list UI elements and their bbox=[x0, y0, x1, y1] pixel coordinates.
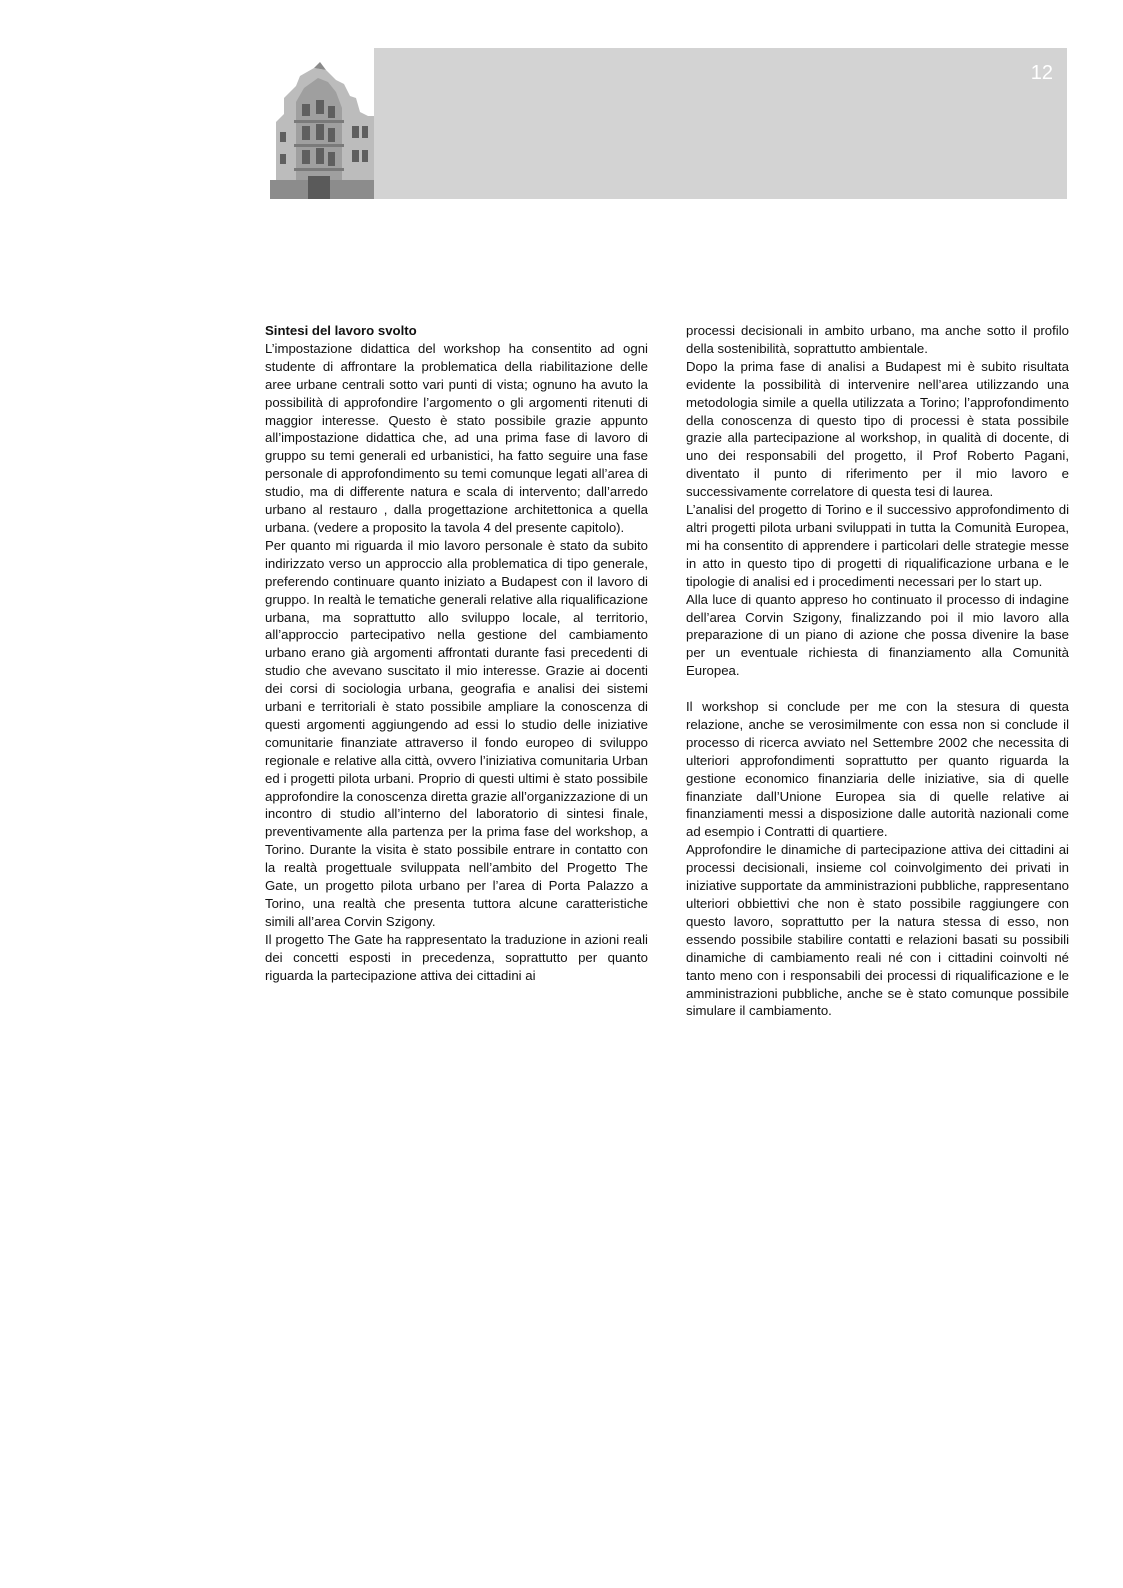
paragraph: L’analisi del progetto di Torino e il successivo approfondimento di altri progetti pilota urbani sviluppati in tutta la Comunità Europea, mi ha consentito di apprendere i particolari delle strategie messe in atto in questo tipo di progetti di riqualificazione urbana e le tipologie di analisi ed i procedimenti necessari per lo start up. bbox=[686, 502, 1069, 589]
page-number: 12 bbox=[1030, 62, 1053, 84]
section-heading: Sintesi del lavoro svolto bbox=[265, 323, 417, 338]
paragraph: Il progetto The Gate ha rappresentato la traduzione in azioni reali dei concetti esposti in precedenza, soprattutto per quanto riguarda la partecipazione attiva dei cittadini ai bbox=[265, 931, 648, 983]
header-band bbox=[374, 48, 1067, 199]
paragraph: L’impostazione didattica del workshop ha consentito ad ogni studente di affrontare la problematica della riabilitazione delle aree urbane centrali sotto vari punti di vista; ognuno ha avuto la possibilità di approfondire l’argomento o gli argomenti ritenuti di maggior interesse. Questo è stato possibile grazie appunto all’impostazione didattica che, ad una prima fase di lavoro di gruppo su temi generali ed urbanistici, ha fatto seguire una fase personale di approfondimento su temi comunque legati all’area di studio, ma di differente natura e scala di intervento; dall’arredo urbano al restauro , dalla progettazione architettonica a quella urbana. (vedere a proposito la tavola 4 del presente capitolo). bbox=[265, 340, 648, 535]
paragraph: Approfondire le dinamiche di partecipazione attiva dei cittadini ai processi decisionali, insieme col coinvolgimento dei privati in iniziative supportate da amministrazioni pubbliche, rappresentano ulteriori obbiettivi che non è stato possibile raggiungere con questo lavoro, soprattutto per la natura stessa di esso, non essendo possibile stabilire contatti e relazioni basati su possibili dinamiche di cambiamento reali né con i cittadini coinvolti né tanto meno con i responsabili dei processi di riqualificazione e le amministrazioni pubbliche, anche se è stato comunque possibile simulare il cambiamento. bbox=[686, 842, 1069, 1019]
building-photo bbox=[270, 62, 374, 199]
paragraph: Dopo la prima fase di analisi a Budapest mi è subito risultata evidente la possibilità di intervenire nell’area utilizzando una metodologia simile a quella utilizzata a Torino; l’approfondimento della conoscenza di questo tipo di processi è stata possibile grazie alla partecipazione al workshop, in qualità di docente, di uno dei responsabili del progetto, il Prof Roberto Pagani, diventato il punto di riferimento per il mio lavoro e successivamente correlatore di questa tesi di laurea. bbox=[686, 358, 1069, 500]
paragraph: Per quanto mi riguarda il mio lavoro personale è stato da subito indirizzato verso un approccio alla problematica di tipo generale, preferendo continuare quanto iniziato a Budapest con il lavoro di gruppo. In realtà le tematiche generali relative alla riqualificazione urbana, ma soprattutto allo sviluppo locale, al territorio, all’approccio partecipativo nella gestione del cambiamento urbano erano già argomenti affrontati durante fasi precedenti di studio che avevano suscitato il mio interesse. Grazie ai docenti dei corsi di sociologia urbana, geografia e analisi dei sistemi urbani e territoriali è stato possibile ampliare la conoscenza di questi argomenti aggiungendo ad essi lo studio delle iniziative comunitarie finanziate attraverso il fondo europeo di sviluppo regionale e relative alla città, ovvero l’iniziativa comunitaria Urban ed i progetti pilota urbani. Proprio di questi ultimi è stato possibile approfondire la conoscenza diretta grazie all’organizzazione di un incontro di studio all’interno del laboratorio di sintesi finale, preventivamente alla partenza per la prima fase del workshop, a Torino. Durante la visita è stato possibile entrare in contatto con la realtà progettuale sviluppata nell’ambito del Progetto The Gate, un progetto pilota urbano per l’area di Porta Palazzo a Torino, una realtà che presenta tuttora alcune caratteristiche simili all’area Corvin Szigony. bbox=[265, 537, 648, 929]
paragraph: Alla luce di quanto appreso ho continuato il processo di indagine dell’area Corvin Szigony, finalizzando poi il mio lavoro alla preparazione di un piano di azione che possa divenire la base per un eventuale richiesta di finanziamento alla Comunità Europea. bbox=[686, 591, 1069, 679]
text-column-left bbox=[265, 322, 648, 985]
paragraph: Il workshop si conclude per me con la stesura di questa relazione, anche se verosimilmente con essa non si conclude il processo di ricerca avviato nel Settembre 2002 che necessita di ulteriori approfondimenti soprattutto per quanto riguarda la gestione economico finanziaria delle iniziative, sia di quelle finanziate dall’Unione Europea sia di quelle relative ai finanziamenti messi a disposizione dalle autorità nazionali come ad esempio i Contratti di quartiere. bbox=[686, 699, 1069, 840]
text-column-right bbox=[686, 322, 1069, 1020]
paragraph: processi decisionali in ambito urbano, ma anche sotto il profilo della sostenibilità, soprattutto ambientale. bbox=[686, 323, 1069, 356]
